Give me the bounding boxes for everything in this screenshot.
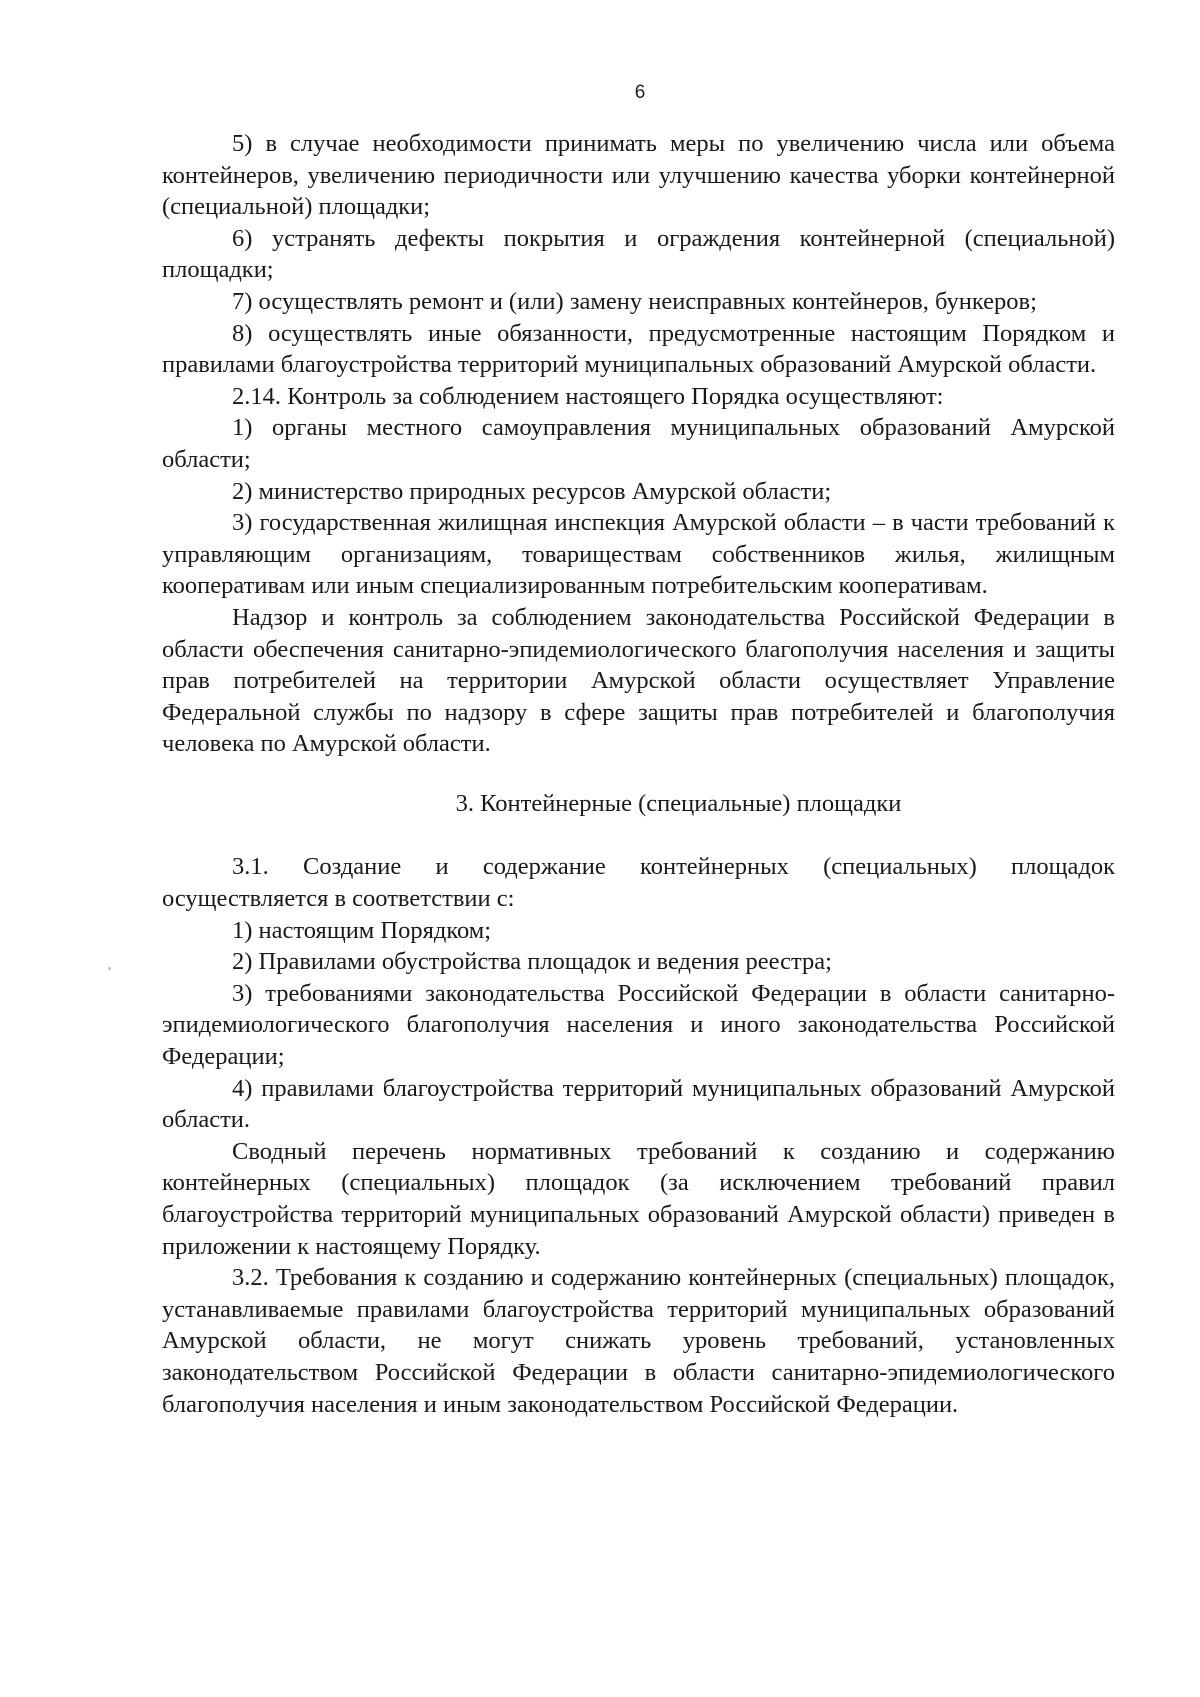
clause-3-2: 3.2. Требования к созданию и содержанию контейнерных (специальных) площадок, устанавливаемые правилами благоустройства территорий муниципальных образований Амурской области, не могут снижать уровень требований, установленных законодательством Российской Федерации в области санитарно-эпидемиологического благополучия населения и иным законодательством Российской Федерации. (162, 1264, 1115, 1418)
document-body (162, 128, 1115, 1420)
basis-item-1: 1) настоящим Порядком; (232, 916, 492, 944)
basis-item-2: 2) Правилами обустройства площадок и ведения реестра; (232, 948, 832, 976)
control-item-3: 3) государственная жилищная инспекция Амурской области – в части требований к управляющим организациям, товариществам собственников жилья, жилищным кооперативам или иным специализированным потребительским кооперативам. (162, 509, 1115, 600)
clause-2-14: 2.14. Контроль за соблюдением настоящего Порядка осуществляют: (232, 382, 944, 410)
summary-list-paragraph: Сводный перечень нормативных требований к созданию и содержанию контейнерных (специальных) площадок (за исключением требований правил благоустройства территорий муниципальных образований Амурской области) приведен в приложении к настоящему Порядку. (162, 1137, 1115, 1260)
scan-speck (108, 967, 111, 970)
basis-item-3: 3) требованиями законодательства Российской Федерации в области санитарно-эпидемиологического благополучия населения и иного законодательства Российской Федерации; (162, 979, 1115, 1071)
section-heading: 3. Контейнерные (специальные) площадки (455, 789, 902, 817)
control-item-2: 2) министерство природных ресурсов Амурской области; (232, 477, 832, 505)
list-item-7: 7) осуществлять ремонт и (или) замену неисправных контейнеров, бункеров; (232, 287, 1037, 315)
list-item-8: 8) осуществлять иные обязанности, предусмотренные настоящим Порядком и правилами благоустройства территорий муниципальных образований Амурской области. (162, 319, 1115, 379)
page-number: 6 (634, 82, 646, 103)
clause-3-1: 3.1. Создание и содержание контейнерных (специальных) площадок осуществляется в соответствии с: (162, 853, 1115, 913)
control-item-1: 1) органы местного самоуправления муниципальных образований Амурской области; (162, 414, 1115, 473)
list-item-5: 5) в случае необходимости принимать меры по увеличению числа или объема контейнеров, увеличению периодичности или улучшению качества уборки контейнерной (специальной) площадки; (162, 130, 1115, 221)
list-item-6: 6) устранять дефекты покрытия и ограждения контейнерной (специальной) площадки; (162, 224, 1115, 284)
supervision-paragraph: Надзор и контроль за соблюдением законодательства Российской Федерации в области обеспечения санитарно-эпидемиологического благополучия населения и защиты прав потребителей на территории Амурской области осуществляет Управление Федеральной службы по надзору в сфере защиты прав потребителей и благополучия человека по Амурской области. (162, 603, 1115, 758)
basis-item-4: 4) правилами благоустройства территорий муниципальных образований Амурской области. (162, 1074, 1115, 1134)
